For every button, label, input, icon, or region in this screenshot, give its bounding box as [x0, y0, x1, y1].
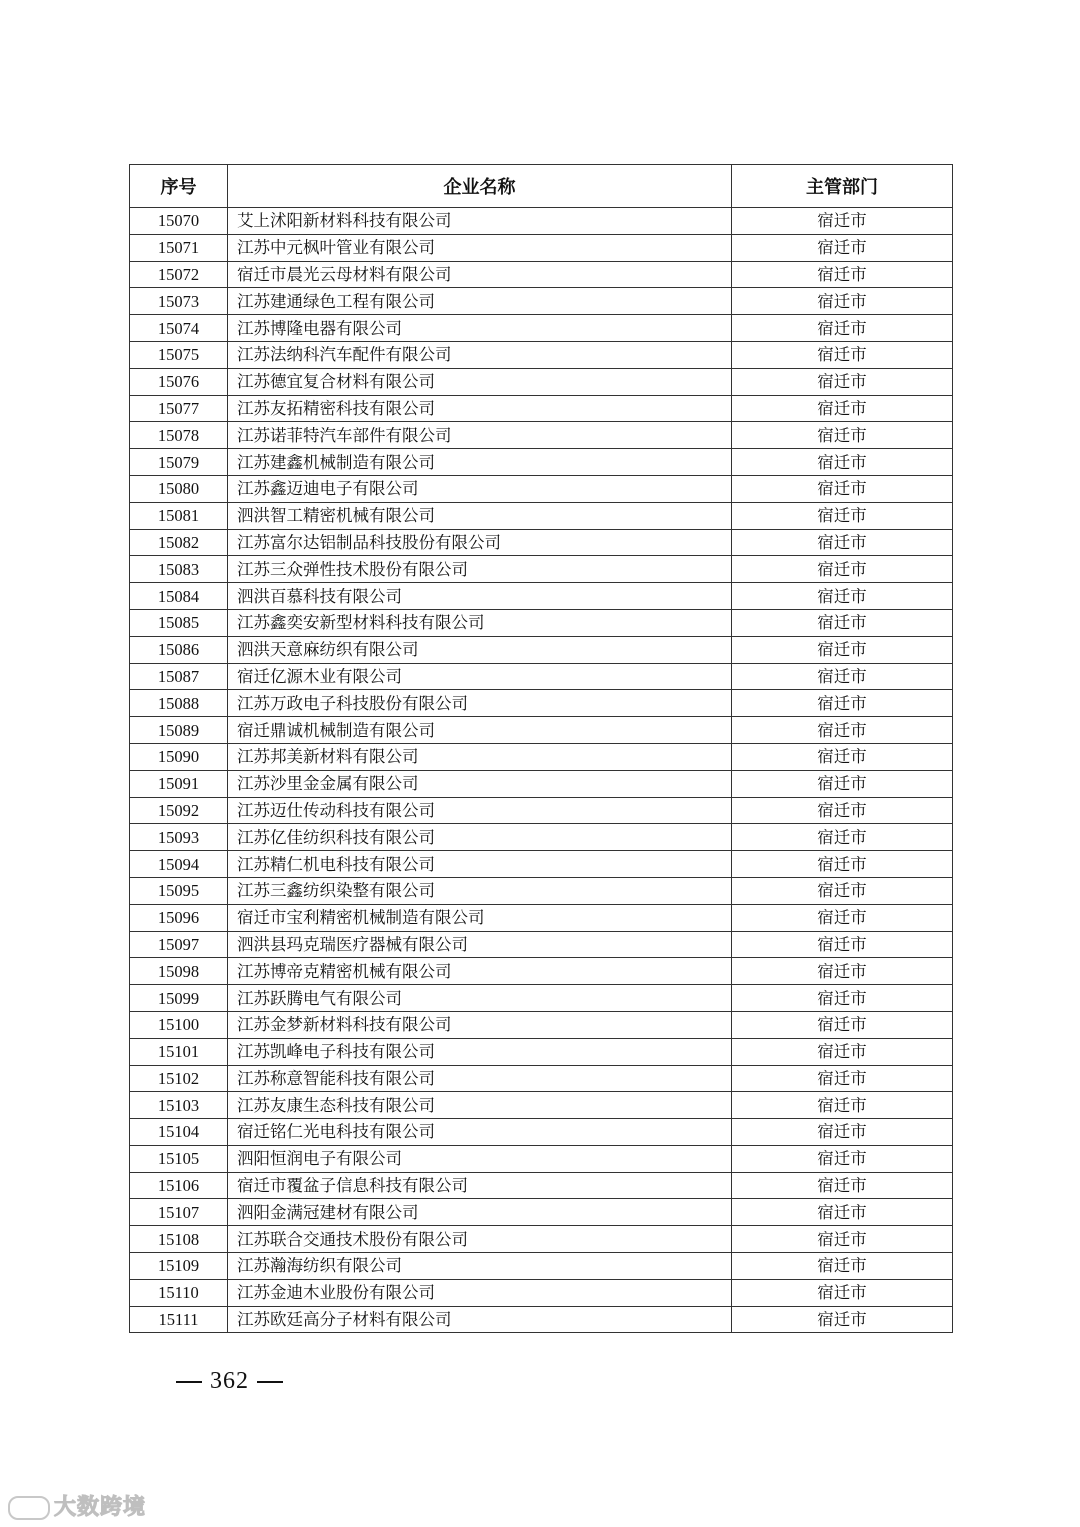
table-row: [130, 422, 953, 449]
enterprise-table: [129, 164, 953, 1333]
cell-department: 宿迁市: [732, 1038, 953, 1065]
cell-company-name: 泗洪百慕科技有限公司: [228, 583, 732, 610]
table-row: [130, 824, 953, 851]
cell-company-name: 艾上沭阳新材料科技有限公司: [228, 208, 732, 235]
cell-serial-number: 15104: [130, 1119, 228, 1146]
cell-department: 宿迁市: [732, 958, 953, 985]
cell-department: 宿迁市: [732, 743, 953, 770]
table-row: [130, 315, 953, 342]
table-row: [130, 475, 953, 502]
cell-department: 宿迁市: [732, 449, 953, 476]
cell-department: 宿迁市: [732, 261, 953, 288]
table-row: [130, 877, 953, 904]
cell-company-name: 泗阳恒润电子有限公司: [228, 1145, 732, 1172]
table-row: [130, 1226, 953, 1253]
cell-company-name: 江苏法纳科汽车配件有限公司: [228, 341, 732, 368]
cell-department: 宿迁市: [732, 234, 953, 261]
cell-serial-number: 15073: [130, 288, 228, 315]
table-row: [130, 529, 953, 556]
table-row: [130, 743, 953, 770]
cell-serial-number: 15079: [130, 449, 228, 476]
cell-company-name: 江苏跃腾电气有限公司: [228, 985, 732, 1012]
cell-department: 宿迁市: [732, 770, 953, 797]
cell-serial-number: 15077: [130, 395, 228, 422]
cell-serial-number: 15101: [130, 1038, 228, 1065]
cell-company-name: 江苏鑫奕安新型材料科技有限公司: [228, 609, 732, 636]
table-row: [130, 1172, 953, 1199]
table-row: [130, 1092, 953, 1119]
cell-company-name: 江苏欧廷高分子材料有限公司: [228, 1306, 732, 1333]
cell-company-name: 宿迁市宝利精密机械制造有限公司: [228, 904, 732, 931]
table-row: [130, 958, 953, 985]
cell-company-name: 江苏瀚海纺织有限公司: [228, 1253, 732, 1280]
cell-company-name: 江苏万政电子科技股份有限公司: [228, 690, 732, 717]
cell-company-name: 江苏精仁机电科技有限公司: [228, 851, 732, 878]
page-number: 362: [210, 1368, 249, 1394]
cell-company-name: 江苏诺菲特汽车部件有限公司: [228, 422, 732, 449]
cell-serial-number: 15082: [130, 529, 228, 556]
table-row: [130, 583, 953, 610]
cell-serial-number: 15095: [130, 877, 228, 904]
cell-company-name: 泗洪智工精密机械有限公司: [228, 502, 732, 529]
cell-company-name: 宿迁市覆盆子信息科技有限公司: [228, 1172, 732, 1199]
table-row: [130, 1065, 953, 1092]
footer-dash-left: [176, 1381, 202, 1383]
table-row: [130, 1306, 953, 1333]
table-row: [130, 717, 953, 744]
cell-serial-number: 15083: [130, 556, 228, 583]
cell-company-name: 宿迁亿源木业有限公司: [228, 663, 732, 690]
cell-department: 宿迁市: [732, 1306, 953, 1333]
cell-serial-number: 15070: [130, 208, 228, 235]
cell-department: 宿迁市: [732, 395, 953, 422]
table-row: [130, 770, 953, 797]
cell-company-name: 江苏凯峰电子科技有限公司: [228, 1038, 732, 1065]
cell-department: 宿迁市: [732, 422, 953, 449]
table-row: [130, 395, 953, 422]
cell-company-name: 宿迁鼎诚机械制造有限公司: [228, 717, 732, 744]
cell-department: 宿迁市: [732, 315, 953, 342]
table-row: [130, 261, 953, 288]
cell-department: 宿迁市: [732, 368, 953, 395]
cell-department: 宿迁市: [732, 341, 953, 368]
cell-serial-number: 15096: [130, 904, 228, 931]
cell-serial-number: 15076: [130, 368, 228, 395]
table-row: [130, 556, 953, 583]
cell-serial-number: 15071: [130, 234, 228, 261]
table-row: [130, 234, 953, 261]
cell-department: 宿迁市: [732, 1011, 953, 1038]
cell-department: 宿迁市: [732, 851, 953, 878]
table-row: [130, 851, 953, 878]
cell-serial-number: 15100: [130, 1011, 228, 1038]
cell-serial-number: 15089: [130, 717, 228, 744]
cell-company-name: 江苏中元枫叶管业有限公司: [228, 234, 732, 261]
cell-serial-number: 15092: [130, 797, 228, 824]
cell-company-name: 江苏三鑫纺织染整有限公司: [228, 877, 732, 904]
table-row: [130, 1038, 953, 1065]
cell-serial-number: 15102: [130, 1065, 228, 1092]
cell-serial-number: 15084: [130, 583, 228, 610]
cell-company-name: 江苏建鑫机械制造有限公司: [228, 449, 732, 476]
footer-dash-right: [257, 1381, 283, 1383]
cell-company-name: 江苏联合交通技术股份有限公司: [228, 1226, 732, 1253]
cell-department: 宿迁市: [732, 1092, 953, 1119]
table-row: [130, 1145, 953, 1172]
cell-company-name: 江苏三众弹性技术股份有限公司: [228, 556, 732, 583]
cell-serial-number: 15091: [130, 770, 228, 797]
cell-serial-number: 15080: [130, 475, 228, 502]
cell-company-name: 江苏金梦新材料科技有限公司: [228, 1011, 732, 1038]
cell-serial-number: 15087: [130, 663, 228, 690]
cell-department: 宿迁市: [732, 985, 953, 1012]
cell-department: 宿迁市: [732, 717, 953, 744]
table-row: [130, 797, 953, 824]
cell-department: 宿迁市: [732, 583, 953, 610]
cell-company-name: 江苏富尔达铝制品科技股份有限公司: [228, 529, 732, 556]
cell-serial-number: 15088: [130, 690, 228, 717]
header-department: 主管部门: [732, 165, 953, 208]
cell-department: 宿迁市: [732, 502, 953, 529]
cell-company-name: 江苏亿佳纺织科技有限公司: [228, 824, 732, 851]
cell-department: 宿迁市: [732, 1199, 953, 1226]
cell-department: 宿迁市: [732, 877, 953, 904]
cell-serial-number: 15072: [130, 261, 228, 288]
table-row: [130, 502, 953, 529]
cell-company-name: 江苏建通绿色工程有限公司: [228, 288, 732, 315]
cell-serial-number: 15106: [130, 1172, 228, 1199]
table-row: [130, 985, 953, 1012]
table-row: [130, 1199, 953, 1226]
table-row: [130, 288, 953, 315]
cell-serial-number: 15111: [130, 1306, 228, 1333]
cell-department: 宿迁市: [732, 824, 953, 851]
cell-serial-number: 15093: [130, 824, 228, 851]
cell-department: 宿迁市: [732, 609, 953, 636]
table-row: [130, 663, 953, 690]
table-row: [130, 341, 953, 368]
cell-company-name: 江苏友拓精密科技有限公司: [228, 395, 732, 422]
watermark-logo-icon: [8, 1496, 50, 1520]
cell-department: 宿迁市: [732, 556, 953, 583]
table-row: [130, 1253, 953, 1280]
cell-company-name: 江苏友康生态科技有限公司: [228, 1092, 732, 1119]
cell-company-name: 江苏迈仕传动科技有限公司: [228, 797, 732, 824]
cell-serial-number: 15098: [130, 958, 228, 985]
table-row: [130, 904, 953, 931]
cell-serial-number: 15105: [130, 1145, 228, 1172]
table-row: [130, 609, 953, 636]
watermark: [8, 1490, 146, 1521]
cell-company-name: 宿迁铭仁光电科技有限公司: [228, 1119, 732, 1146]
cell-department: 宿迁市: [732, 208, 953, 235]
cell-department: 宿迁市: [732, 529, 953, 556]
cell-department: 宿迁市: [732, 288, 953, 315]
cell-company-name: 泗阳金满冠建材有限公司: [228, 1199, 732, 1226]
cell-department: 宿迁市: [732, 475, 953, 502]
cell-company-name: 江苏沙里金金属有限公司: [228, 770, 732, 797]
page-footer: [168, 1368, 291, 1395]
cell-department: 宿迁市: [732, 663, 953, 690]
cell-company-name: 江苏称意智能科技有限公司: [228, 1065, 732, 1092]
table-row: [130, 931, 953, 958]
cell-serial-number: 15097: [130, 931, 228, 958]
cell-department: 宿迁市: [732, 904, 953, 931]
cell-serial-number: 15094: [130, 851, 228, 878]
cell-company-name: 泗洪天意麻纺织有限公司: [228, 636, 732, 663]
cell-serial-number: 15103: [130, 1092, 228, 1119]
table-row: [130, 1119, 953, 1146]
cell-department: 宿迁市: [732, 1226, 953, 1253]
cell-department: 宿迁市: [732, 690, 953, 717]
cell-company-name: 江苏鑫迈迪电子有限公司: [228, 475, 732, 502]
cell-department: 宿迁市: [732, 1253, 953, 1280]
cell-department: 宿迁市: [732, 636, 953, 663]
table-header-row: [130, 165, 953, 208]
header-company-name: 企业名称: [228, 165, 732, 208]
cell-serial-number: 15086: [130, 636, 228, 663]
cell-serial-number: 15110: [130, 1279, 228, 1306]
cell-serial-number: 15074: [130, 315, 228, 342]
cell-serial-number: 15107: [130, 1199, 228, 1226]
cell-company-name: 江苏博帝克精密机械有限公司: [228, 958, 732, 985]
cell-department: 宿迁市: [732, 1145, 953, 1172]
cell-company-name: 江苏邦美新材料有限公司: [228, 743, 732, 770]
cell-serial-number: 15075: [130, 341, 228, 368]
cell-serial-number: 15085: [130, 609, 228, 636]
cell-company-name: 江苏德宜复合材料有限公司: [228, 368, 732, 395]
cell-serial-number: 15109: [130, 1253, 228, 1280]
cell-serial-number: 15081: [130, 502, 228, 529]
cell-company-name: 泗洪县玛克瑞医疗器械有限公司: [228, 931, 732, 958]
cell-department: 宿迁市: [732, 931, 953, 958]
cell-department: 宿迁市: [732, 1172, 953, 1199]
cell-serial-number: 15090: [130, 743, 228, 770]
table-row: [130, 449, 953, 476]
cell-department: 宿迁市: [732, 1065, 953, 1092]
cell-serial-number: 15078: [130, 422, 228, 449]
table-row: [130, 636, 953, 663]
cell-serial-number: 15108: [130, 1226, 228, 1253]
cell-department: 宿迁市: [732, 797, 953, 824]
cell-department: 宿迁市: [732, 1119, 953, 1146]
cell-company-name: 江苏博隆电器有限公司: [228, 315, 732, 342]
watermark-text: 大数跨境: [54, 1495, 147, 1520]
cell-serial-number: 15099: [130, 985, 228, 1012]
table-row: [130, 368, 953, 395]
cell-company-name: 宿迁市晨光云母材料有限公司: [228, 261, 732, 288]
table-row: [130, 690, 953, 717]
table-row: [130, 208, 953, 235]
header-serial-number: 序号: [130, 165, 228, 208]
cell-company-name: 江苏金迪木业股份有限公司: [228, 1279, 732, 1306]
table-row: [130, 1011, 953, 1038]
cell-department: 宿迁市: [732, 1279, 953, 1306]
table-row: [130, 1279, 953, 1306]
